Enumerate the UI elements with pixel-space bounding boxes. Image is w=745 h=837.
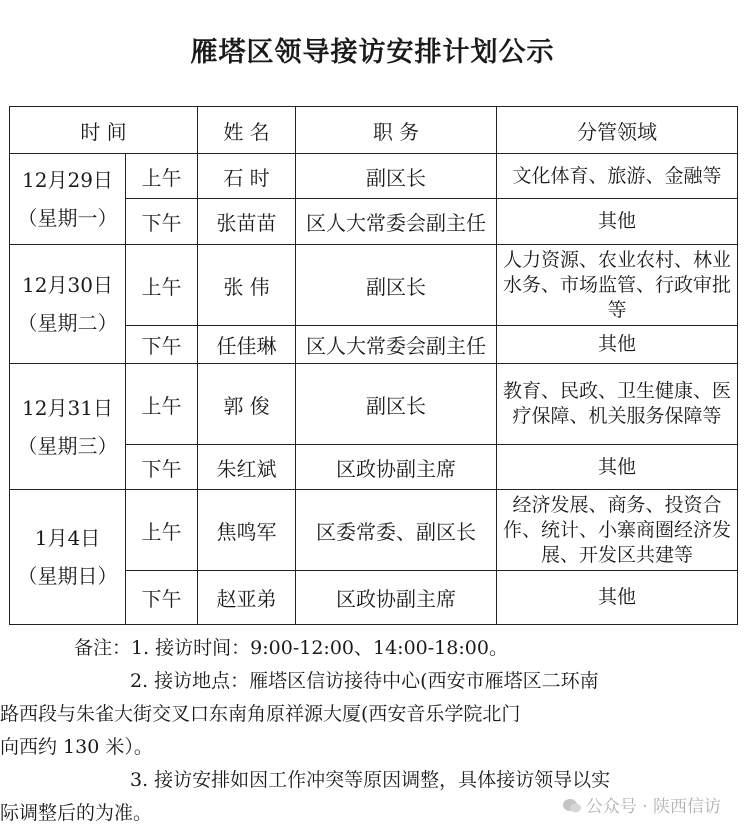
page-title: 雁塔区领导接访安排计划公示 <box>190 37 555 68</box>
note-3-line-1: 3. 接访安排如因工作冲突等原因调整，具体接访领导以实 <box>130 769 611 791</box>
period: 下午 <box>126 326 198 364</box>
date-cell <box>10 490 126 625</box>
date-cell <box>10 154 126 245</box>
period: 下午 <box>126 445 198 490</box>
header-name: 姓 名 <box>198 107 296 154</box>
responsibility-area: 人力资源、农业农村、林业水务、市场监管、行政审批等 <box>497 245 738 326</box>
schedule-table <box>9 106 738 625</box>
leader-name: 朱红斌 <box>198 445 296 490</box>
weekday: （星期一） <box>17 206 118 230</box>
responsibility-area: 教育、民政、卫生健康、医疗保障、机关服务保障等 <box>497 364 738 445</box>
leader-position: 副区长 <box>296 364 497 445</box>
date: 12月31日 <box>22 395 113 420</box>
responsibility-area: 其他 <box>497 199 738 245</box>
wechat-icon <box>562 798 582 814</box>
responsibility-area: 其他 <box>497 445 738 490</box>
note-2-line-2: 路西段与朱雀大街交叉口东南角原祥源大厦(西安音乐学院北门 <box>0 703 521 725</box>
leader-name: 赵亚弟 <box>198 571 296 625</box>
leader-position: 区人大常委会副主任 <box>296 326 497 364</box>
table-row <box>10 490 738 571</box>
leader-name: 郭 俊 <box>198 364 296 445</box>
leader-name: 焦鸣军 <box>198 490 296 571</box>
leader-name: 张苗苗 <box>198 199 296 245</box>
period: 上午 <box>126 490 198 571</box>
period: 上午 <box>126 364 198 445</box>
period: 上午 <box>126 154 198 199</box>
table-row <box>10 364 738 445</box>
note-2-line-1: 2. 接访地点：雁塔区信访接待中心(西安市雁塔区二环南 <box>130 670 599 692</box>
leader-name: 石 时 <box>198 154 296 199</box>
leader-position: 副区长 <box>296 154 497 199</box>
header-time: 时 间 <box>10 107 198 154</box>
period: 下午 <box>126 199 198 245</box>
leader-name: 任佳琳 <box>198 326 296 364</box>
leader-position: 区委常委、副区长 <box>296 490 497 571</box>
header-area: 分管领域 <box>497 107 738 154</box>
note-3-line-2: 际调整后的为准。 <box>0 802 153 824</box>
leader-name: 张 伟 <box>198 245 296 326</box>
date: 12月30日 <box>22 273 113 297</box>
watermark-text: 公众号 · 陕西信访 <box>585 797 721 817</box>
table-row <box>10 245 738 326</box>
watermark <box>562 792 721 817</box>
date: 12月29日 <box>22 168 113 192</box>
table-header-row <box>10 107 738 154</box>
date-cell <box>10 245 126 364</box>
responsibility-area: 其他 <box>497 571 738 625</box>
date: 1月4日 <box>34 526 101 550</box>
leader-position: 区政协副主席 <box>296 445 497 490</box>
header-position: 职 务 <box>296 107 497 154</box>
period: 下午 <box>126 571 198 625</box>
leader-position: 区人大常委会副主任 <box>296 199 497 245</box>
leader-position: 区政协副主席 <box>296 571 497 625</box>
period: 上午 <box>126 245 198 326</box>
note-1: 备注：1. 接访时间：9:00-12:00、14:00-18:00。 <box>74 637 508 659</box>
weekday: （星期日） <box>17 564 118 588</box>
note-2-line-3: 向西约 130 米）。 <box>0 736 153 758</box>
responsibility-area: 其他 <box>497 326 738 364</box>
weekday: （星期二） <box>17 311 118 335</box>
responsibility-area: 经济发展、商务、投资合作、统计、小寨商圈经济发展、开发区共建等 <box>497 490 738 571</box>
weekday: （星期三） <box>17 433 118 458</box>
leader-position: 副区长 <box>296 245 497 326</box>
date-cell <box>10 364 126 490</box>
table-row <box>10 154 738 199</box>
responsibility-area: 文化体育、旅游、金融等 <box>497 154 738 199</box>
